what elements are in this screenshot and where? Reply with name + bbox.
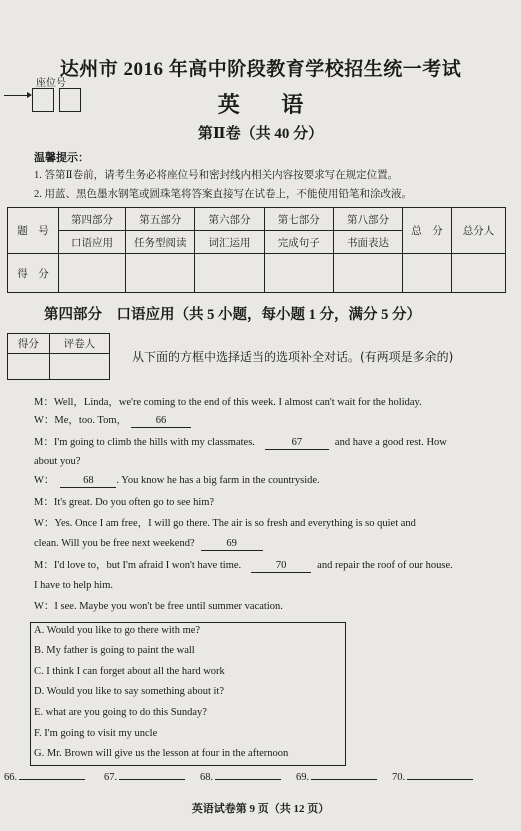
answer-blank-66[interactable]: 66 xyxy=(131,415,191,428)
part-6-header: 第六部分 xyxy=(195,208,264,231)
part-5-name: 任务型阅读 xyxy=(126,231,195,254)
dialogue-line: M：I'd love to，but I'm afraid I won't have time. 70 and repair the roof of our house. xyxy=(34,560,453,571)
answer-line[interactable] xyxy=(215,778,281,780)
part-4-header: 第四部分 xyxy=(58,208,125,231)
answer-blank-70[interactable]: 70 xyxy=(251,560,311,573)
total-score-cell[interactable] xyxy=(403,254,452,293)
score-row-label: 得 分 xyxy=(8,254,59,293)
dialogue-line: clean. Will you be free next weekend? 69 xyxy=(34,537,263,551)
dialogue-line: M：Well，Linda，we're coming to the end of this week. I almost can't wait for the holiday. xyxy=(34,397,422,408)
options-box xyxy=(30,622,346,766)
dialogue-line: W： 68 . You know he has a big farm in the countryside. xyxy=(34,475,320,486)
answer-blank-67[interactable]: 67 xyxy=(265,437,329,450)
part-8-header: 第八部分 xyxy=(333,208,402,231)
part-4-name: 口语应用 xyxy=(58,231,125,254)
option-c: C. I think I can forget about all the hard work xyxy=(34,666,225,677)
volume-title: 第Ⅱ卷（共 40 分） xyxy=(197,126,324,142)
total-scorer-header: 总分人 xyxy=(451,208,505,254)
score-cell[interactable] xyxy=(333,254,402,293)
grader-reviewer-cell[interactable] xyxy=(49,354,109,380)
answer-line[interactable] xyxy=(119,778,185,780)
answer-line[interactable] xyxy=(19,778,85,780)
dialogue-line: M：I'm going to climb the hills with my classmates. 67 and have a good rest. How xyxy=(34,437,447,448)
grader-score-cell[interactable] xyxy=(8,354,50,380)
option-b: B. My father is going to paint the wall xyxy=(34,645,195,656)
grader-score-label: 得分 xyxy=(8,334,50,354)
dialogue-line: W：I see. Maybe you won't be free until summer vacation. xyxy=(34,601,283,612)
option-a: A. Would you like to go there with me? xyxy=(34,625,201,636)
answer-70[interactable]: 70. xyxy=(392,772,473,783)
total-score-header: 总 分 xyxy=(403,208,452,254)
question-number-header: 题 号 xyxy=(8,208,59,254)
option-g: G. Mr. Brown will give us the lesson at four in the afternoon xyxy=(34,748,289,759)
dialogue-line: W：Me，too. Tom， 66 xyxy=(34,414,191,428)
score-cell[interactable] xyxy=(264,254,333,293)
answer-line[interactable] xyxy=(311,778,377,780)
part-8-name: 书面表达 xyxy=(333,231,402,254)
answer-68[interactable]: 68. xyxy=(200,772,281,783)
grader-table xyxy=(7,333,110,380)
option-e: E. what are you going to do this Sunday? xyxy=(34,707,207,718)
score-cell[interactable] xyxy=(195,254,264,293)
dialogue-line: M：It's great. Do you often go to see him? xyxy=(34,497,215,508)
grader-reviewer-label: 评卷人 xyxy=(49,334,109,354)
answer-67[interactable]: 67. xyxy=(104,772,185,783)
part-7-header: 第七部分 xyxy=(264,208,333,231)
answer-66[interactable]: 66. xyxy=(4,772,85,783)
answer-blank-68[interactable]: 68 xyxy=(60,475,116,488)
part-6-name: 词汇运用 xyxy=(195,231,264,254)
tips-title: 温馨提示： xyxy=(34,152,89,164)
tip-item: 1. 答第Ⅱ卷前，请考生务必将座位号和密封线内相关内容按要求写在规定位置。 xyxy=(34,170,399,181)
score-cell[interactable] xyxy=(126,254,195,293)
exam-title: 达州市 2016 年高中阶段教育学校招生统一考试 xyxy=(59,59,462,80)
answer-blank-69[interactable]: 69 xyxy=(201,538,263,551)
subject-title: 英 语 xyxy=(217,92,322,117)
dialogue-line: about you? xyxy=(34,456,81,467)
option-d: D. Would you like to say something about it? xyxy=(34,686,224,697)
answer-69[interactable]: 69. xyxy=(296,772,377,783)
part-5-header: 第五部分 xyxy=(126,208,195,231)
part-7-name: 完成句子 xyxy=(264,231,333,254)
section-heading: 第四部分 口语应用（共 5 小题，每小题 1 分，满分 5 分） xyxy=(44,307,421,323)
tip-item: 2. 用蓝、黑色墨水钢笔或圆珠笔将答案直接写在试卷上，不能使用铅笔和涂改液。 xyxy=(34,189,412,200)
option-f: F. I'm going to visit my uncle xyxy=(34,728,158,739)
page-footer: 英语试卷第 9 页（共 12 页） xyxy=(191,803,330,815)
score-table xyxy=(7,207,506,293)
answer-line[interactable] xyxy=(407,778,473,780)
dialogue-line: I have to help him. xyxy=(34,580,114,591)
section-instruction: 从下面的方框中选择适当的选项补全对话。(有两项是多余的) xyxy=(132,350,454,364)
seat-number-label: 座位号 xyxy=(36,78,66,89)
score-cell[interactable] xyxy=(58,254,125,293)
total-scorer-cell[interactable] xyxy=(451,254,505,293)
dialogue-line: W：Yes. Once I am free，I will go there. The air is so fresh and everything is so quiet and xyxy=(34,518,416,529)
